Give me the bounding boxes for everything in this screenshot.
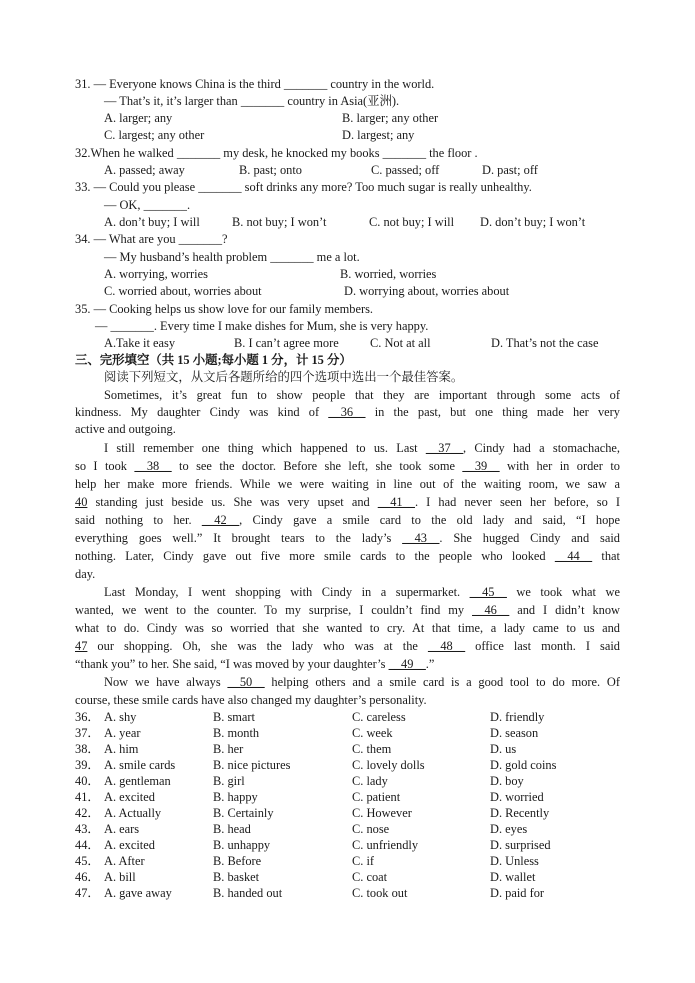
option-d: D. gold coins	[490, 758, 557, 772]
q32-option-b: B. past; onto	[239, 163, 302, 177]
passage-line: I still remember one thing which happened to us. Last __37__, Cindy had a stomachache,	[104, 441, 620, 455]
blank-37: __37__	[425, 441, 464, 455]
option-a: A. Actually	[104, 806, 162, 820]
passage-line: everything goes well.” It brought tears to the lady’s __43__. She hugged Cindy and said	[75, 531, 620, 545]
blank-39: __39__	[462, 459, 500, 473]
q33-option-a: A. don’t buy; I will	[104, 215, 200, 229]
option-d: D. Recently	[490, 806, 550, 820]
option-d: D. paid for	[490, 886, 545, 900]
option-number: 42．	[75, 806, 100, 820]
q31-option-a: A. larger; any	[104, 111, 173, 125]
option-number: 40．	[75, 774, 100, 788]
blank-42: __42__	[201, 513, 240, 527]
passage-line: kindness. My daughter Cindy was kind of __36__ in the past, but one thing made her very	[75, 405, 620, 419]
option-d: D. wallet	[490, 870, 536, 884]
option-c: C. unfriendly	[352, 838, 419, 852]
q34-option-b: B. worried, worries	[340, 267, 437, 281]
option-a: A. excited	[104, 838, 155, 852]
passage-line: Sometimes, it’s great fun to show people that they are important through some acts of	[104, 388, 620, 402]
passage-line: “thank you” to her. She said, “I was moved by your daughter’s __49__.”	[75, 657, 435, 671]
option-a: A. shy	[104, 710, 137, 724]
q34-stem: 34. — What are you _______?	[75, 232, 228, 246]
q35-option-d: D. That’s not the case	[491, 336, 599, 350]
option-number: 47．	[75, 886, 100, 900]
option-b: B. handed out	[213, 886, 283, 900]
option-c: C. However	[352, 806, 412, 820]
q32-option-c: C. passed; off	[371, 163, 440, 177]
q35-option-b: B. I can’t agree more	[234, 336, 339, 350]
q33-option-b: B. not buy; I won’t	[232, 215, 327, 229]
passage-line: Last Monday, I went shopping with Cindy in a supermarket. __45__ we took what we	[104, 585, 620, 599]
option-b: B. smart	[213, 710, 255, 724]
option-a: A. ears	[104, 822, 140, 836]
passage-line: what to do. Cindy was so worried that she wanted to cry. At that time, a lady came to us and	[75, 621, 620, 635]
q32-stem: 32.When he walked _______ my desk, he knocked my books _______ the floor .	[75, 146, 478, 160]
option-a: A. smile cards	[104, 758, 176, 772]
option-c: C. if	[352, 854, 375, 868]
option-b: B. nice pictures	[213, 758, 291, 772]
option-a: A. excited	[104, 790, 155, 804]
q31-option-d: D. largest; any	[342, 128, 415, 142]
option-c: C. patient	[352, 790, 401, 804]
passage-line: nothing. Later, Cindy gave out five more smile cards to the people who looked __44__ that	[75, 549, 620, 563]
blank-44: __44__	[554, 549, 593, 563]
option-c: C. lovely dolls	[352, 758, 425, 772]
option-a: A. bill	[104, 870, 136, 884]
option-c: C. lady	[352, 774, 388, 788]
q33-reply: — OK, _______.	[104, 198, 191, 212]
option-a: A. gentleman	[104, 774, 171, 788]
q31-reply: — That’s it, it’s larger than _______ country in Asia(亚洲).	[104, 94, 400, 108]
option-number: 39．	[75, 758, 100, 772]
option-number: 37．	[75, 726, 100, 740]
option-c: C. careless	[352, 710, 406, 724]
option-c: C. nose	[352, 822, 390, 836]
q35-reply: — _______. Every time I make dishes for Mum, she is very happy.	[95, 319, 429, 333]
q35-option-a: A.Take it easy	[104, 336, 176, 350]
blank-43: __43__	[402, 531, 440, 545]
blank-47: 47	[75, 639, 88, 653]
blank-49: __49__	[388, 657, 426, 671]
section-heading: 三、完形填空（共 15 小题;每小题 1 分，计 15 分）	[75, 353, 352, 367]
passage-line: wanted, we went to the counter. To my surprise, I couldn’t find my __46__ and I didn’t know	[75, 603, 621, 617]
blank-36: __36__	[328, 405, 366, 419]
q35-stem: 35. — Cooking helps us show love for our family members.	[75, 302, 374, 316]
q31-option-b: B. larger; any other	[342, 111, 439, 125]
q31-stem: 31. — Everyone knows China is the third _______ country in the world.	[75, 77, 435, 91]
option-a: A. gave away	[104, 886, 172, 900]
option-c: C. coat	[352, 870, 388, 884]
option-d: D. season	[490, 726, 539, 740]
option-a: A. After	[104, 854, 145, 868]
option-number: 46．	[75, 870, 100, 884]
option-number: 36．	[75, 710, 100, 724]
option-a: A. year	[104, 726, 141, 740]
q32-option-a: A. passed; away	[104, 163, 185, 177]
option-b: B. Before	[213, 854, 262, 868]
option-d: D. friendly	[490, 710, 545, 724]
passage-line: said nothing to her. __42__, Cindy gave a smile card to the old lady and said, “I hope	[75, 513, 620, 527]
option-b: B. Certainly	[213, 806, 274, 820]
q34-option-c: C. worried about, worries about	[104, 284, 262, 298]
blank-38: __38__	[134, 459, 172, 473]
q32-option-d: D. past; off	[482, 163, 538, 177]
option-number: 44．	[75, 838, 100, 852]
passage-line: Now we have always __50__ helping others and a smile card is a good tool to do more. Of	[104, 675, 620, 689]
passage-line: active and outgoing.	[75, 422, 176, 436]
q34-reply: — My husband’s health problem _______ me a lot.	[104, 250, 360, 264]
option-b: B. head	[213, 822, 251, 836]
option-number: 45．	[75, 854, 100, 868]
option-c: C. week	[352, 726, 393, 740]
option-number: 38．	[75, 742, 100, 756]
q35-option-c: C. Not at all	[370, 336, 431, 350]
q34-option-a: A. worrying, worries	[104, 267, 208, 281]
option-d: D. Unless	[490, 854, 539, 868]
option-d: D. worried	[490, 790, 544, 804]
option-b: B. month	[213, 726, 260, 740]
option-b: B. basket	[213, 870, 260, 884]
option-d: D. surprised	[490, 838, 551, 852]
blank-46: __46__	[472, 603, 510, 617]
blank-41: __41__	[377, 495, 415, 509]
passage-line: 40 standing just beside us. She was very upset and __41__. I had never seen her before, so I	[75, 495, 620, 509]
option-d: D. us	[490, 742, 517, 756]
option-number: 41．	[75, 790, 100, 804]
passage-line: so I took __38__ to see the doctor. Before she left, she took some __39__ with her in order to	[75, 459, 620, 473]
q33-stem: 33. — Could you please _______ soft drinks any more? Too much sugar is really unhealthy.	[75, 180, 532, 194]
option-b: B. unhappy	[213, 838, 271, 852]
option-b: B. her	[213, 742, 244, 756]
blank-50: __50__	[227, 675, 265, 689]
option-d: D. eyes	[490, 822, 528, 836]
option-c: C. took out	[352, 886, 408, 900]
blank-45: __45__	[469, 585, 507, 599]
option-number: 43．	[75, 822, 100, 836]
q31-option-c: C. largest; any other	[104, 128, 205, 142]
passage-line: day.	[75, 567, 96, 581]
q33-option-d: D. don’t buy; I won’t	[480, 215, 586, 229]
section-instruction: 阅读下列短文，从文后各题所给的四个选项中选出一个最佳答案。	[104, 370, 464, 384]
blank-40: 40	[75, 495, 88, 509]
option-d: D. boy	[490, 774, 524, 788]
passage-line: 47 our shopping. Oh, she was the lady who was at the __48__ office last month. I said	[75, 639, 620, 653]
q33-option-c: C. not buy; I will	[369, 215, 455, 229]
option-b: B. girl	[213, 774, 245, 788]
q34-option-d: D. worrying about, worries about	[344, 284, 510, 298]
option-a: A. him	[104, 742, 139, 756]
blank-48: __48__	[427, 639, 466, 653]
passage-line: help her make more friends. While we were waiting in line out of the waiting room, we saw a	[75, 477, 620, 491]
option-c: C. them	[352, 742, 392, 756]
option-b: B. happy	[213, 790, 258, 804]
passage-line: course, these smile cards have also changed my daughter’s personality.	[75, 693, 427, 707]
